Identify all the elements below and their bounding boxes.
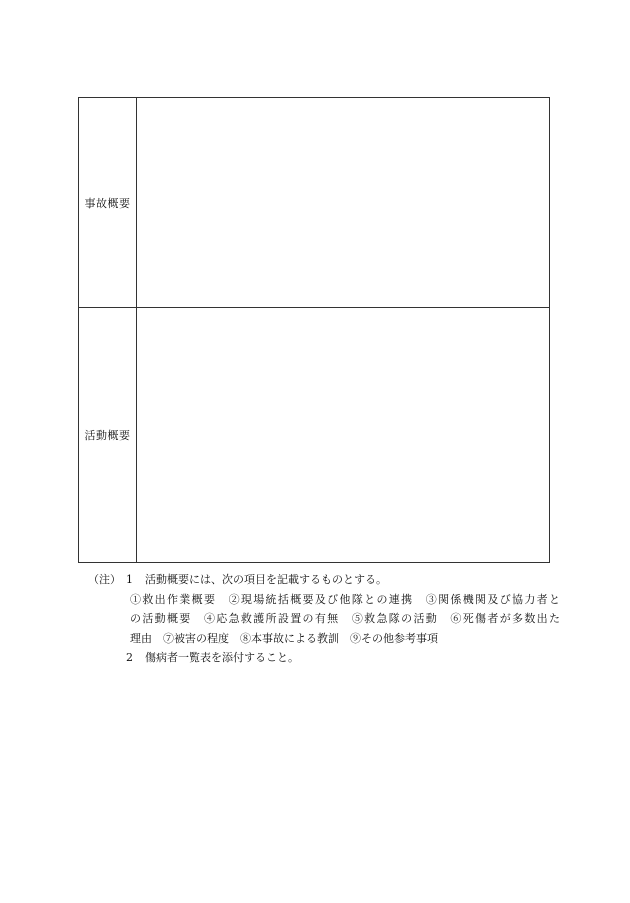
note-number: 2 (126, 651, 133, 664)
activity-summary-row (79, 308, 549, 562)
note-sub-text: 理由 ⑦被害の程度 ⑧本事故による教訓 ⑨その他参考事項 (130, 631, 438, 645)
note-item-1 (88, 570, 558, 590)
note-sub-line (88, 590, 558, 610)
note-number: 1 (126, 573, 133, 586)
note-text: 傷病者一覧表を添付すること。 (145, 651, 299, 664)
note-sub-text: の活動概要 ④応急救護所設置の有無 ⑤救急隊の活動 ⑥死傷者が多数出た (130, 612, 560, 625)
activity-summary-field[interactable] (137, 308, 549, 562)
notes-prefix: （注） (88, 573, 121, 586)
accident-summary-row (79, 98, 549, 308)
accident-summary-label: 事故概要 (79, 98, 137, 307)
note-sub-line (88, 629, 558, 649)
notes-section (88, 570, 558, 668)
accident-summary-field[interactable] (137, 98, 549, 307)
note-item-2 (88, 648, 558, 668)
report-form-table (78, 97, 550, 563)
note-text: 活動概要には、次の項目を記載するものとする。 (145, 573, 387, 586)
note-sub-line (88, 609, 558, 629)
note-sub-text: ①救出作業概要 ②現場統括概要及び他隊との連携 ③関係機関及び協力者と (130, 592, 560, 606)
activity-summary-label: 活動概要 (79, 308, 137, 562)
